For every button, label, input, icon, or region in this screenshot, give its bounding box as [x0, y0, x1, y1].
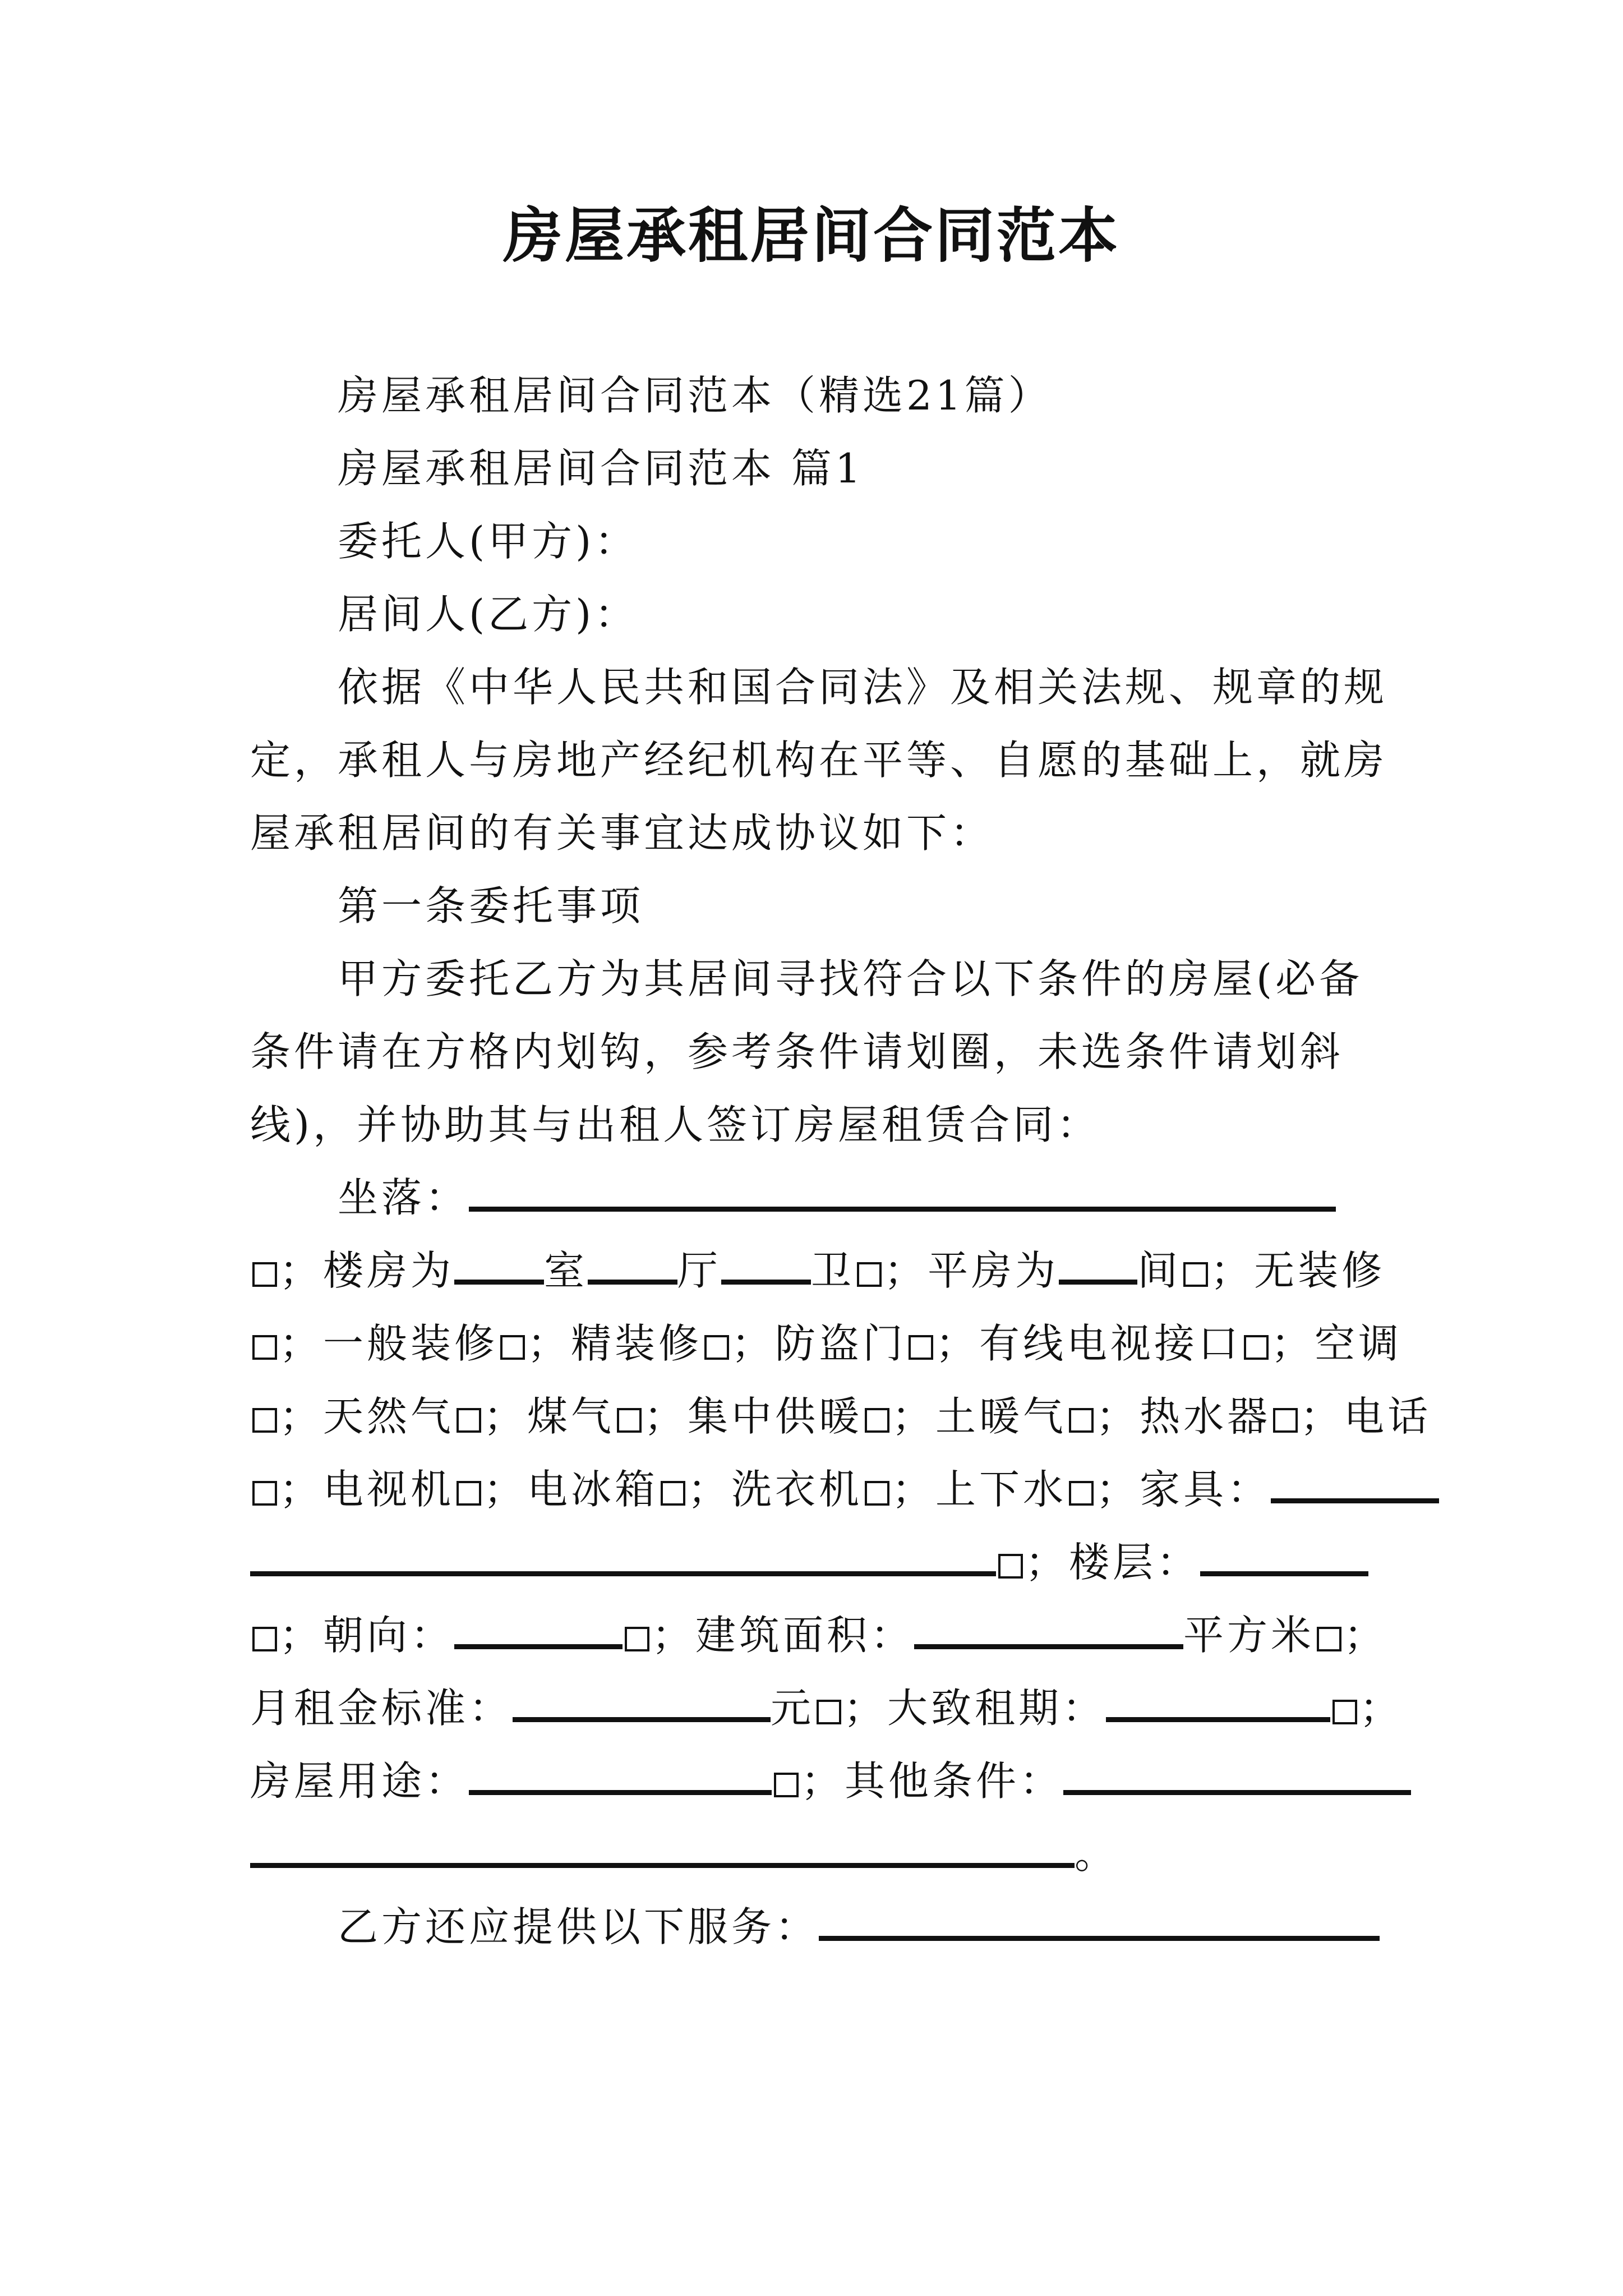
- natural-gas-checkbox[interactable]: [457, 1408, 481, 1433]
- condition-row-1: [250, 1245, 1386, 1296]
- article-heading: 房屋承租居间合同范本 篇1: [338, 445, 864, 492]
- security-door-label: ；防盗门: [731, 1320, 907, 1367]
- intro-line-3: 屋承租居间的有关事宜达成协议如下：: [250, 809, 994, 857]
- condition-row-3: [250, 1391, 1432, 1442]
- fine-decor-label: ；精装修: [527, 1320, 703, 1367]
- floor-label: ；楼层：: [1025, 1539, 1201, 1586]
- location-blank[interactable]: [469, 1176, 1336, 1212]
- condition-row-8: [250, 1756, 1383, 1806]
- area-label: ；建筑面积：: [652, 1612, 915, 1659]
- natural-gas-label: ；天然气: [279, 1393, 455, 1440]
- party-b-label: 居间人(乙方)：: [338, 591, 639, 638]
- no-decor-label: ；无装修: [1210, 1247, 1386, 1294]
- services-blank[interactable]: [819, 1906, 1380, 1941]
- coal-gas-label: ；煤气: [483, 1393, 615, 1440]
- fridge-label: ；电冰箱: [483, 1466, 659, 1513]
- floor-blank[interactable]: [1200, 1541, 1368, 1576]
- furniture-checkbox[interactable]: [998, 1554, 1023, 1579]
- furniture-blank-cont[interactable]: [250, 1541, 996, 1576]
- condition-row-7: [250, 1683, 1404, 1733]
- intro-line-2: 定，承租人与房地产经纪机构在平等、自愿的基础上，就房: [250, 737, 1388, 784]
- end-mark: 。: [1075, 1830, 1119, 1878]
- telephone-checkbox[interactable]: [252, 1481, 277, 1506]
- orientation-checkbox[interactable]: [625, 1627, 649, 1651]
- bath-label: 卫: [811, 1247, 855, 1294]
- local-heating-checkbox[interactable]: [1069, 1408, 1094, 1433]
- location-row: [338, 1172, 1383, 1223]
- usage-checkbox[interactable]: [774, 1773, 799, 1797]
- yuan-label: 元: [771, 1685, 815, 1732]
- clause1-line-2: 条件请在方格内划钩，参考条件请划圈，未选条件请划斜: [250, 1028, 1344, 1075]
- room-label: 室: [544, 1247, 588, 1294]
- services-label: 乙方还应提供以下服务：: [338, 1903, 819, 1950]
- term-label: ；大致租期：: [843, 1685, 1106, 1732]
- telephone-label: ；电话: [1300, 1393, 1432, 1440]
- other-label: ；其他条件：: [801, 1757, 1064, 1805]
- location-checkbox[interactable]: [252, 1262, 277, 1287]
- general-decor-checkbox[interactable]: [500, 1335, 525, 1360]
- sqm-label: 平方米: [1183, 1612, 1315, 1659]
- semicolon: ；: [1344, 1612, 1388, 1659]
- bungalow-label: ；平房为: [884, 1247, 1059, 1294]
- central-heating-checkbox[interactable]: [865, 1408, 889, 1433]
- room-count-blank[interactable]: [454, 1249, 544, 1285]
- furniture-label: ；家具：: [1096, 1466, 1271, 1513]
- term-checkbox[interactable]: [1332, 1700, 1357, 1724]
- washer-checkbox[interactable]: [865, 1481, 889, 1506]
- other-blank[interactable]: [1063, 1760, 1411, 1795]
- other-blank-cont[interactable]: [250, 1833, 1075, 1868]
- usage-blank[interactable]: [469, 1760, 772, 1795]
- building-label: ；楼房为: [279, 1247, 455, 1294]
- bath-count-blank[interactable]: [721, 1249, 811, 1285]
- orientation-label: ；朝向：: [279, 1612, 455, 1659]
- tv-label: ；电视机: [279, 1466, 455, 1513]
- water-label: ；上下水: [892, 1466, 1067, 1513]
- general-decor-label: ；一般装修: [279, 1320, 499, 1367]
- central-heating-label: ；集中供暖: [644, 1393, 863, 1440]
- aircon-checkbox[interactable]: [252, 1408, 277, 1433]
- floor-checkbox[interactable]: [252, 1627, 277, 1651]
- rent-checkbox[interactable]: [817, 1700, 841, 1724]
- fridge-checkbox[interactable]: [661, 1481, 685, 1506]
- usage-label: 房屋用途：: [250, 1757, 469, 1805]
- hall-count-blank[interactable]: [588, 1249, 677, 1285]
- document-title: 房屋承租居间合同范本: [503, 200, 1120, 270]
- no-decor-checkbox[interactable]: [252, 1335, 277, 1360]
- fine-decor-checkbox[interactable]: [704, 1335, 729, 1360]
- bungalow-checkbox[interactable]: [1183, 1262, 1208, 1287]
- condition-row-2: [250, 1318, 1403, 1369]
- aircon-label: ；空调: [1271, 1320, 1403, 1367]
- bungalow-count-blank[interactable]: [1059, 1249, 1137, 1285]
- washer-label: ；洗衣机: [688, 1466, 863, 1513]
- area-blank[interactable]: [914, 1614, 1183, 1649]
- local-heating-label: ；土暖气: [892, 1393, 1067, 1440]
- rent-label: 月租金标准：: [250, 1685, 513, 1732]
- term-blank[interactable]: [1106, 1687, 1330, 1722]
- orientation-blank[interactable]: [454, 1614, 623, 1649]
- clause1-line-1: 甲方委托乙方为其居间寻找符合以下条件的房屋(必备: [338, 955, 1363, 1002]
- services-row: [338, 1902, 1383, 1952]
- jian-label: 间: [1137, 1247, 1182, 1294]
- water-heater-checkbox[interactable]: [1273, 1408, 1298, 1433]
- clause1-line-3: 线)，并协助其与出租人签订房屋租赁合同：: [250, 1101, 1101, 1148]
- area-checkbox[interactable]: [1317, 1627, 1341, 1651]
- coal-gas-checkbox[interactable]: [617, 1408, 642, 1433]
- condition-row-5: [250, 1537, 1383, 1588]
- furniture-blank[interactable]: [1271, 1468, 1439, 1503]
- rent-blank[interactable]: [513, 1687, 771, 1722]
- location-label: 坐落：: [338, 1174, 469, 1221]
- building-checkbox[interactable]: [857, 1262, 882, 1287]
- condition-row-9: [250, 1829, 1383, 1879]
- water-checkbox[interactable]: [1069, 1481, 1094, 1506]
- condition-row-4: [250, 1464, 1383, 1515]
- semicolon: ；: [1359, 1685, 1404, 1732]
- tv-checkbox[interactable]: [457, 1481, 481, 1506]
- party-a-label: 委托人(甲方)：: [338, 518, 639, 565]
- cable-tv-label: ；有线电视接口: [935, 1320, 1242, 1367]
- cable-tv-checkbox[interactable]: [1244, 1335, 1269, 1360]
- clause1-heading: 第一条委托事项: [338, 882, 644, 930]
- subtitle: 房屋承租居间合同范本（精选21篇）: [338, 372, 1052, 419]
- water-heater-label: ；热水器: [1096, 1393, 1271, 1440]
- security-door-checkbox[interactable]: [909, 1335, 933, 1360]
- condition-row-6: [250, 1610, 1388, 1660]
- hall-label: 厅: [677, 1247, 722, 1294]
- intro-line-1: 依据《中华人民共和国合同法》及相关法规、规章的规: [338, 664, 1388, 711]
